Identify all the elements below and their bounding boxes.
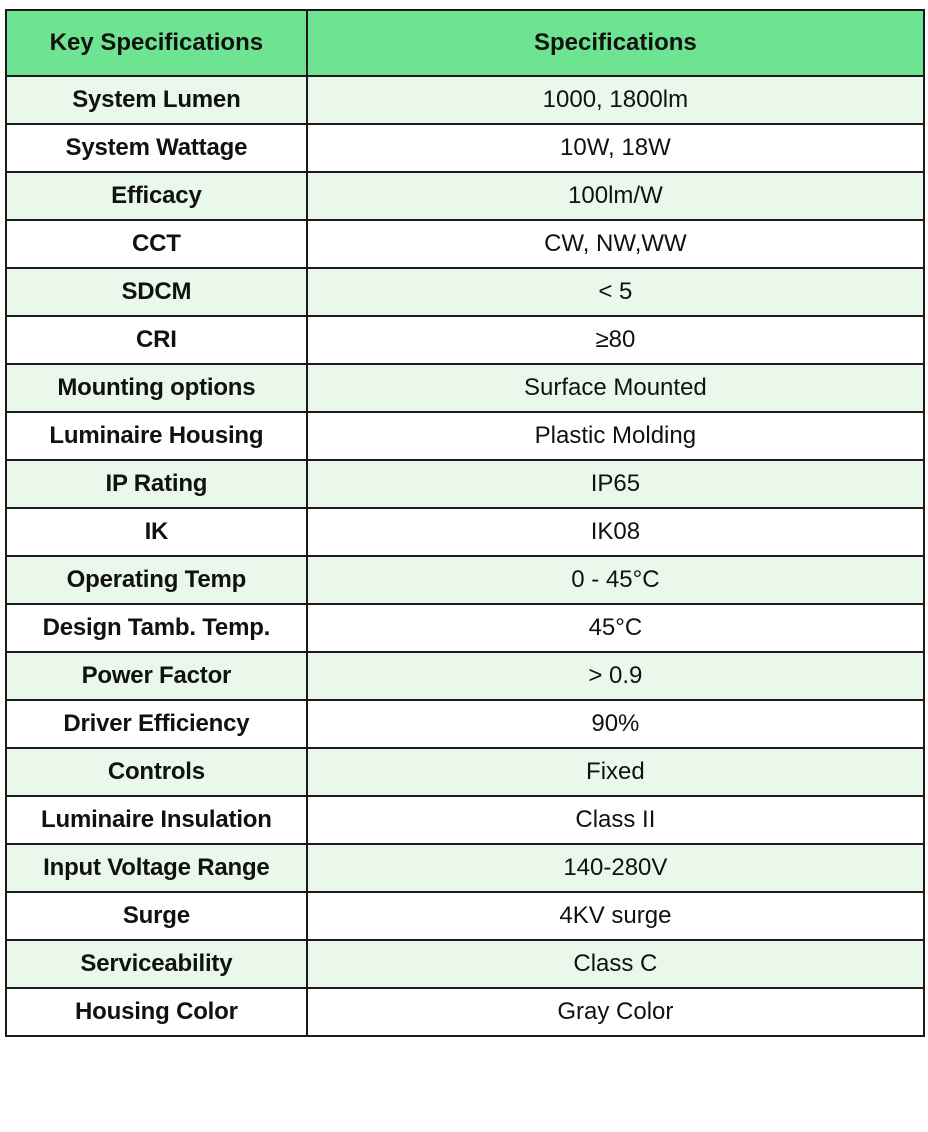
spec-key-cell: System Wattage (6, 124, 307, 172)
spec-value-cell: 140-280V (307, 844, 924, 892)
spec-key-cell: Surge (6, 892, 307, 940)
table-row (6, 844, 924, 892)
table-row (6, 268, 924, 316)
spec-value-cell: Surface Mounted (307, 364, 924, 412)
spec-value-cell: 90% (307, 700, 924, 748)
table-row (6, 556, 924, 604)
table-row (6, 604, 924, 652)
table-row (6, 796, 924, 844)
table-row (6, 364, 924, 412)
spec-key-cell: Driver Efficiency (6, 700, 307, 748)
spec-value-cell: 0 - 45°C (307, 556, 924, 604)
spec-value-cell: IK08 (307, 508, 924, 556)
spec-value-cell: 1000, 1800lm (307, 76, 924, 124)
spec-key-cell: Serviceability (6, 940, 307, 988)
spec-key-cell: System Lumen (6, 76, 307, 124)
spec-value-cell: 100lm/W (307, 172, 924, 220)
spec-value-cell: 10W, 18W (307, 124, 924, 172)
table-row (6, 988, 924, 1036)
spec-table (5, 9, 925, 1037)
table-row (6, 460, 924, 508)
spec-key-cell: Mounting options (6, 364, 307, 412)
table-body (6, 76, 924, 1036)
table-row (6, 316, 924, 364)
spec-value-cell: Gray Color (307, 988, 924, 1036)
table-row (6, 412, 924, 460)
spec-value-cell: < 5 (307, 268, 924, 316)
spec-key-cell: Power Factor (6, 652, 307, 700)
spec-key-cell: CCT (6, 220, 307, 268)
table-row (6, 652, 924, 700)
spec-key-cell: Design Tamb. Temp. (6, 604, 307, 652)
spec-value-cell: Fixed (307, 748, 924, 796)
table-row (6, 220, 924, 268)
spec-key-cell: Controls (6, 748, 307, 796)
header-row (6, 10, 924, 76)
spec-value-cell: > 0.9 (307, 652, 924, 700)
spec-key-cell: Housing Color (6, 988, 307, 1036)
spec-value-cell: Plastic Molding (307, 412, 924, 460)
spec-value-cell: 45°C (307, 604, 924, 652)
spec-key-cell: Operating Temp (6, 556, 307, 604)
spec-key-cell: SDCM (6, 268, 307, 316)
table-row (6, 124, 924, 172)
spec-value-cell: Class II (307, 796, 924, 844)
table-row (6, 748, 924, 796)
spec-key-cell: Luminaire Insulation (6, 796, 307, 844)
spec-value-cell: IP65 (307, 460, 924, 508)
table-row (6, 892, 924, 940)
table-row (6, 172, 924, 220)
spec-value-cell: ≥80 (307, 316, 924, 364)
table-row (6, 76, 924, 124)
spec-value-cell: Class C (307, 940, 924, 988)
spec-key-cell: CRI (6, 316, 307, 364)
spec-key-cell: IP Rating (6, 460, 307, 508)
spec-value-cell: CW, NW,WW (307, 220, 924, 268)
table-row (6, 940, 924, 988)
column-header-key-specifications: Key Specifications (6, 10, 307, 76)
table-row (6, 508, 924, 556)
spec-key-cell: Input Voltage Range (6, 844, 307, 892)
spec-value-cell: 4KV surge (307, 892, 924, 940)
spec-key-cell: Efficacy (6, 172, 307, 220)
column-header-specifications: Specifications (307, 10, 924, 76)
spec-key-cell: Luminaire Housing (6, 412, 307, 460)
table-row (6, 700, 924, 748)
spec-key-cell: IK (6, 508, 307, 556)
